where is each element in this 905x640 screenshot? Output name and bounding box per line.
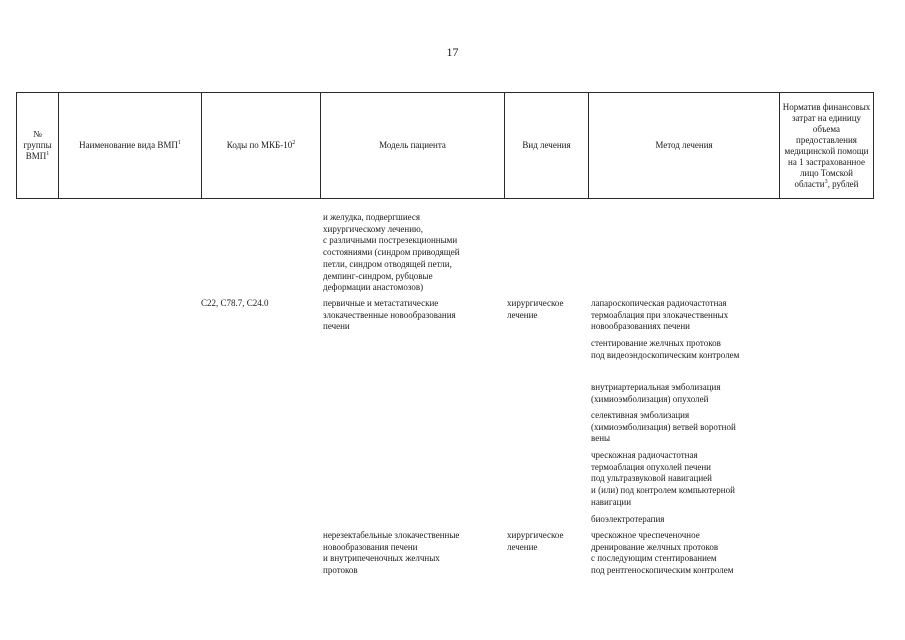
treatment-type (507, 298, 563, 321)
text-line: чрескожное чреспеченочное (591, 530, 700, 540)
table-header (16, 92, 874, 199)
text-line: селективная эмболизация (591, 410, 690, 420)
text-line: и внутрипеченочных желчных (323, 553, 440, 564)
page-number: 17 (446, 45, 459, 59)
text-line: печени (323, 321, 350, 332)
header-vmp-name (59, 93, 202, 199)
footnote-mark: 1 (46, 151, 50, 157)
header-cost-norm-tail: , рублей (827, 178, 859, 189)
text-line: с последующим стентированием (591, 553, 717, 564)
icd-codes: C22, C78.7, C24.0 (201, 298, 269, 308)
text-line: лечение (507, 309, 538, 320)
text-line: новообразованиях печени (591, 321, 690, 332)
treatment-method (591, 338, 739, 361)
text-line: стентирование желчных протоков (591, 338, 721, 348)
patient-model-continued (323, 212, 460, 294)
footnote-mark: 1 (177, 140, 181, 146)
footnote-mark: 2 (292, 140, 296, 146)
header-treatment-type: Вид лечения (505, 93, 589, 199)
treatment-method (591, 382, 721, 405)
treatment-method (591, 410, 736, 445)
text-line: под рентгеноскопическим контролем (591, 565, 734, 576)
text-line: петли, синдром отводящей петли, (323, 258, 452, 269)
text-line: чрескожная радиочастотная (591, 450, 698, 460)
header-vmp-name-text: Наименование вида ВМП (79, 140, 178, 150)
text-line: биоэлектротерапия (591, 514, 665, 524)
treatment-method (591, 514, 664, 526)
text-line: злокачественные новообразования (323, 309, 456, 320)
header-group-number (17, 93, 59, 199)
header-icd-codes-text: Коды по МКБ-10 (226, 140, 293, 150)
text-line: протоков (323, 565, 358, 576)
text-line: под ультразвуковой навигацией (591, 473, 712, 484)
text-line: демпинг-синдром, рубцовые (323, 270, 433, 281)
text-line: термоаблация опухолей печени (591, 461, 711, 472)
text-line: (химиоэмболизация) опухолей (591, 393, 709, 404)
text-line: хирургическое (507, 298, 564, 308)
text-line: (химиоэмболизация) ветвей воротной (591, 421, 736, 432)
text-line: деформации анастомозов) (323, 282, 424, 293)
text-line: внутриартериальная эмболизация (591, 382, 721, 392)
treatment-type (507, 530, 563, 553)
header-group-number-text: № группы ВМП (23, 129, 52, 161)
text-line: лапароскопическая радиочастотная (591, 298, 727, 308)
text-line: состояниями (синдром приводящей (323, 247, 460, 258)
treatment-method (591, 450, 735, 509)
text-line: навигации (591, 496, 632, 507)
header-cost-norm-text: Норматив финансовых затрат на единицу объема предоставления медицинской помощи на 1 застрахованное лицо Томской области (782, 101, 871, 189)
footnote-mark: 3 (824, 178, 828, 185)
text-line: первичные и метастатические (323, 298, 439, 308)
text-line: с различными пострезекционными (323, 235, 458, 246)
text-line: и желудка, подвергшиеся (323, 212, 421, 222)
text-line: под видеоэндоскопическим контролем (591, 349, 740, 360)
text-line: и (или) под контролем компьютерной (591, 485, 735, 496)
patient-model (323, 298, 456, 333)
text-line: хирургическому лечению, (323, 223, 424, 234)
text-line: новообразования печени (323, 541, 418, 552)
header-icd-codes (202, 93, 321, 199)
treatment-method (591, 298, 728, 333)
text-line: термоаблация при злокачественных (591, 309, 729, 320)
text-line: нерезектабельные злокачественные (323, 530, 460, 540)
text-line: дренирование желчных протоков (591, 541, 719, 552)
header-patient-model: Модель пациента (321, 93, 505, 199)
header-cost-norm (780, 93, 874, 199)
treatment-method (591, 530, 734, 577)
text-line: хирургическое (507, 530, 564, 540)
patient-model (323, 530, 459, 577)
text-line: вены (591, 433, 611, 444)
text-line: лечение (507, 541, 538, 552)
header-treatment-method: Метод лечения (589, 93, 780, 199)
